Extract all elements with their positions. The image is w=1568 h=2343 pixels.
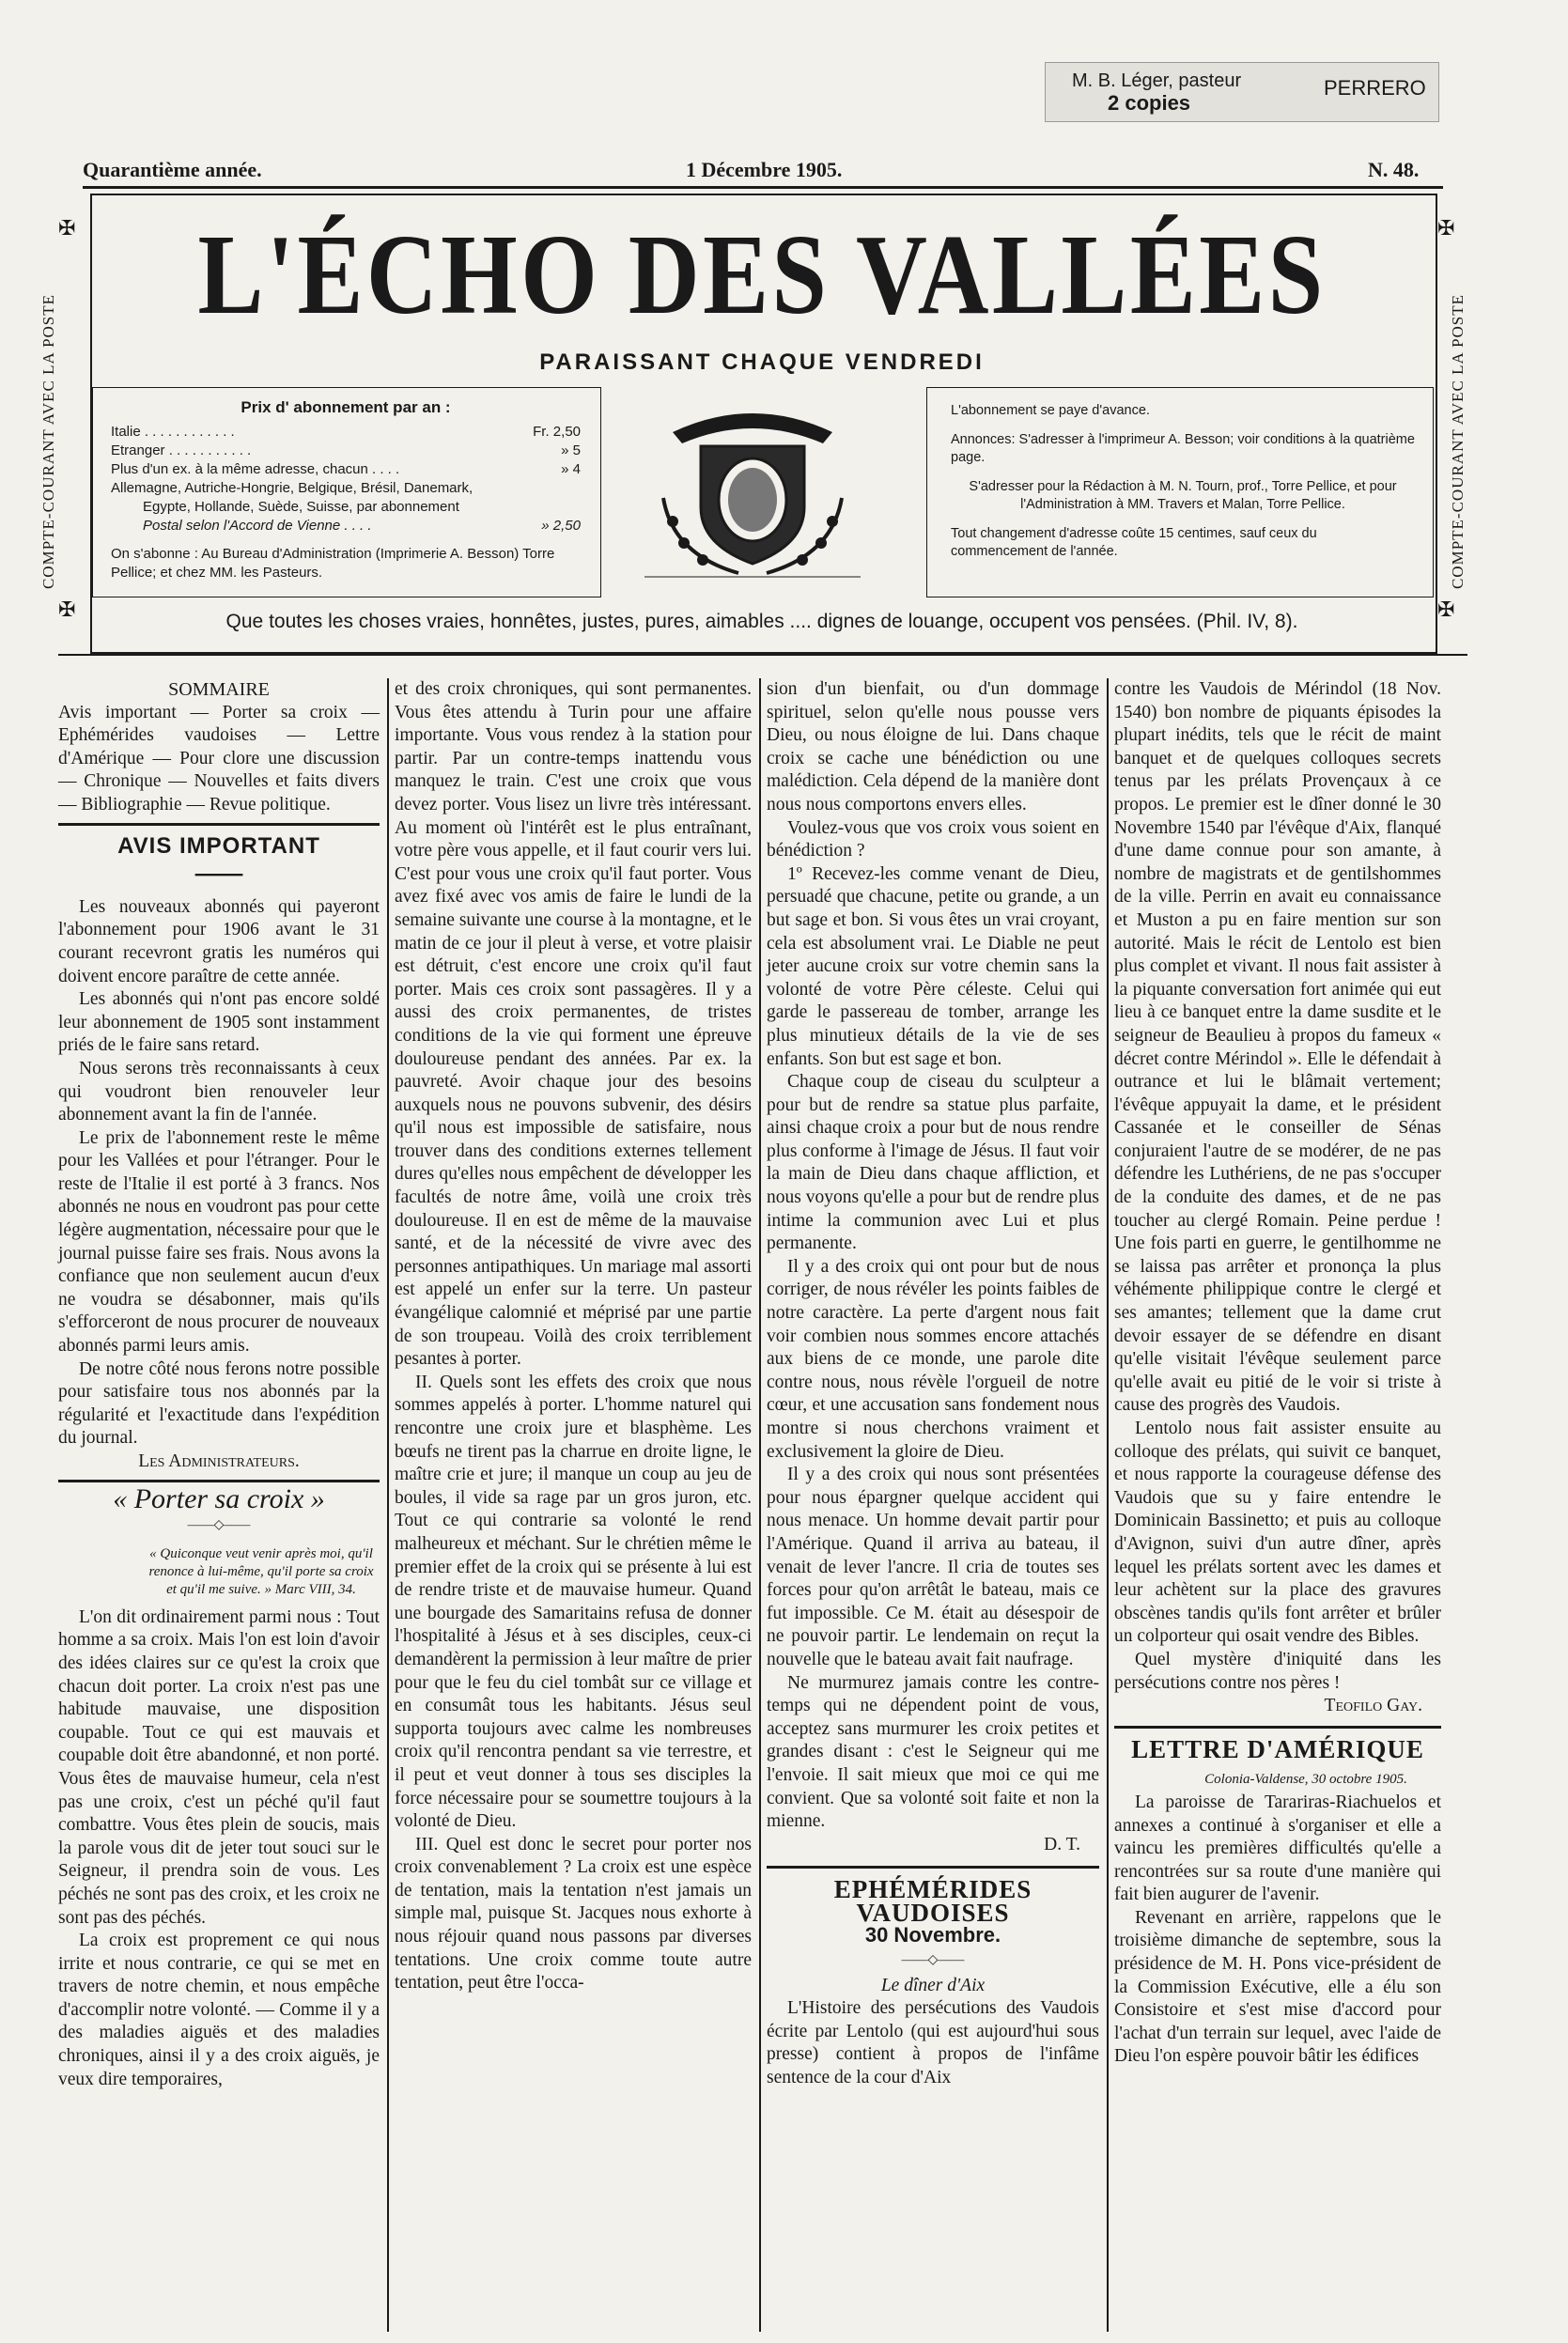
- volume-year: Quarantième année.: [83, 158, 262, 181]
- croix-paragraph: sion d'un bienfait, ou d'un dommage spirituel, selon qu'elle nous pousse vers Dieu, ou nous éloigne de lui. Dans chaque croix se cache une bénédiction ou une malédiction. Cela dépend de la manière dont nous nous comportons envers elles.: [767, 679, 1099, 815]
- croix-paragraph: II. Quels sont les effets des croix que nous sommes appelés à porter. L'homme naturel qui rencontre une croix jure et blasphème. Les bœufs ne tirent pas la charrue en droite ligne, le maître crie et jure; il manque un coup au jeu de boules, il vide sa rage par un gros juron, etc. Tout ce qui contrarie sa volonté le rend malheureux et méchant. Sur le chrétien même le premier effet de la croix qui se présente à lui est de rendre triste et de mauvaise humeur. Quand une bourgade des Samaritains refusa de donner l'hospitalité à Jésus et à ses disciples, ceux-ci demandèrent la permission à leur maître de prier pour que le feu du ciel tombât sur ce village et en consumât tous les habitants. Jésus seul supporta toujours avec calme les nombreuses croix qu'il rencontra pendant sa vie terrestre, et il peut et veut donner à tous ses disciples la force nécessaire pour se soumettre toujours à la volonté de Dieu.: [395, 1372, 752, 1832]
- avis-title: AVIS IMPORTANT: [117, 832, 320, 859]
- side-text-right: COMPTE-COURANT AVEC LA POSTE: [1449, 293, 1467, 590]
- column-1: [58, 678, 380, 2091]
- divider-ornament-icon: ━━━━━━: [194, 869, 243, 884]
- croix-signature: D. T.: [1044, 1834, 1080, 1854]
- ephemerides-date: 30 Novembre.: [864, 1923, 1001, 1947]
- column-separator: [759, 678, 761, 2332]
- notices-content: [951, 402, 1415, 561]
- ornament-bottom-left-icon: ✠: [58, 597, 76, 621]
- column-separator: [1107, 678, 1109, 2332]
- croix-paragraph: La croix est proprement ce qui nous irrite et nous contrarie, ce qui se met en travers de notre chemin, et nous empêche d'accomplir notre volonté. — Comme il y a des maladies aiguës et des maladies chroniques, ainsi il y a des croix aiguës, je veux dire temporaires,: [58, 1931, 380, 2089]
- stamp-place: PERRERO: [1324, 76, 1426, 100]
- masthead-motto: Que toutes les choses vraies, honnêtes, justes, pures, aimables .... dignes de louange, occupent vos pensées. (Phil. IV, 8).: [225, 611, 1298, 632]
- croix-paragraph: et des croix chroniques, qui sont permanentes. Vous êtes attendu à Turin pour une affaire importante. Vous vous rendez à la station pour partir. Par un contre-temps inattendu vous manquez le train. C'est une croix que vous devez porter. Vous lisez un livre très intéressant. Au moment où l'intérêt est le plus entraînant, votre père vous appelle, et il faut courir vers lui. C'est pour vous une croix qu'il faut porter. Vous avez fixé avec vos amis de faire le lundi de la semaine suivante une course à la montagne, et le matin de ce jour il pleut à verse, et votre plaisir est détruit, c'est encore une croix qu'il faut porter. Mais ces croix sont passagères. Il y a aussi des croix permanentes, de tristes conditions de la vie qui forment une épreuve douloureuse pendant des années. Par ex. la pauvreté. Avoir chaque jour des besoins auxquels nous ne pouvons subvenir, des désirs qu'il nous est impossible de satisfaire, nous trouver dans des conditions externes tellement dures qu'elles nous empêchent de développer les facultés de notre âme, voilà une croix très douloureuse. Il en est de même de la mauvaise santé, et de la nécessité de vivre avec des personnes antipathiques. Un mariage mal assorti est appelé un enfer sur la terre. Un pasteur évangélique calomnié et méprisé par une partie de son troupeau. Voilà des croix terriblement pesantes à porter.: [395, 679, 752, 1370]
- address-stamp: [1045, 62, 1439, 122]
- lettre-paragraph: Revenant en arrière, rappelons que le troisième dimanche de septembre, sous la présidence de M. H. Pons vice-président de la Commission Exécutive, elle a élu son Consistoire et s'est mise d'accord pour l'achat d'un terrain sur lequel, avec l'aide de Dieu l'on espère pouvoir bâtir les édifices: [1114, 1907, 1441, 2067]
- subscription-heading: Prix d' abonnement par an :: [241, 398, 451, 416]
- divider-ornament-icon: ——◇——: [901, 1953, 965, 1968]
- issue-number: N. 48.: [1368, 158, 1420, 181]
- side-text-left: COMPTE-COURANT AVEC LA POSTE: [39, 293, 57, 590]
- section-rule: [58, 823, 380, 826]
- croix-paragraph: Il y a des croix qui nous sont présentées pour nous épargner quelque accident qui nous menace. Un homme devait partir pour l'Amérique. Quand il arriva au bateau, il venait de lever l'ancre. Il cria de toutes ses forces pour qu'on arrêtât le bateau, mais ce fut impossible. Ce M. était au désespoir de ne pouvoir partir. Le lendemain on reçut la nouvelle que le bateau avait fait naufrage.: [767, 1465, 1099, 1669]
- subscription-row: Allemagne, Autriche-Hongrie, Belgique, Brésil, Danemark,: [111, 480, 474, 496]
- waldensian-emblem-icon: [635, 395, 870, 582]
- divider-ornament-icon: ——◇——: [187, 1518, 251, 1533]
- subscription-row: Italie . . . . . . . . . . . . Fr. 2,50: [111, 424, 581, 440]
- croix-paragraph: L'on dit ordinairement parmi nous : Tout homme a sa croix. Mais l'on est loin d'avoir des idées claires sur ce qu'est la croix que chacun doit porter. La croix n'est pas une habitude mauvaise, une disposition coupable. Tout ce qui est mauvais et coupable doit être abandonné, et non porté. Vous êtes de mauvaise humeur, cela n'est pas une croix, c'est un péché qu'il faut combattre. Vous êtes plein de soucis, mais la parole vous dit de jeter tout souci sur le Seigneur, il prendra soin de vous. Les péchés ne sont pas des croix, et les croix ne sont pas des péchés.: [58, 1606, 380, 1928]
- notice-item: S'adresser pour la Rédaction à M. N. Tourn, prof., Torre Pellice, et pour l'Administration à MM. Travers et Malan, Torre Pellice.: [969, 479, 1397, 512]
- stamp-recipient: M. B. Léger, pasteur: [1072, 70, 1242, 91]
- subscription-content: [111, 398, 581, 582]
- ephemerides-paragraph: Lentolo nous fait assister ensuite au colloque des prélats, qui suivit ce banquet, et nous rapporte la courageuse défense des Vaudois que su y faire entendre le Dominicain Bassinetto; et puis au colloque d'Avignon, suivi d'un autre dîner, après lequel les prélats sortent avec les dames et leur achètent sur la place des gravures obscènes tandis qu'ils font arrêter et brûler un colporteur qui osait vendre des Bibles.: [1114, 1419, 1441, 1647]
- top-rule: [83, 186, 1443, 189]
- avis-paragraph: Le prix de l'abonnement reste le même pour les Vallées et pour l'étranger. Pour le reste de l'Italie il est porté à 3 francs. Nos abonnés ne nous en voudront pas pour cette légère augmentation, nécessaire pour que le journal puisse faire ses frais. Nous avons la confiance que non seulement aucun d'eux ne voudra se désabonner, mais qu'ils s'efforceront de nous procurer de nouveaux abonnés parmi leurs amis.: [58, 1127, 380, 1357]
- croix-paragraph: III. Quel est donc le secret pour porter nos croix convenablement ? La croix est une espèce de tentation, mais la tentation n'est jamais un simple mal, puisque St. Jacques nous exhorte à nous réjouir quand nous passons par diverses tentations. Une croix comme toute autre tentation, peut être l'occa-: [395, 1834, 752, 1994]
- croix-paragraph: Il y a des croix qui ont pour but de nous corriger, de nous révéler les points faibles de notre caractère. La perte d'argent nous fait voir combien nous sommes encore attachés aux biens de ce monde, une parole dite contre nous, nous révèle l'orgueil de notre cœur, et une accusation sans fondement nous montre si nous cherchons vraiment et exclusivement la gloire de Dieu.: [767, 1256, 1099, 1462]
- notice-item: Annonces: S'adresser à l'imprimeur A. Besson; voir conditions à la quatrième page.: [951, 432, 1415, 465]
- avis-paragraph: Les nouveaux abonnés qui payeront l'abonnement pour 1906 avant le 31 courant recevront gratis les numéros qui doivent encore paraître de cette année.: [58, 896, 380, 986]
- croix-epigraph: « Quiconque veut venir après moi, qu'il renonce à lui-même, qu'il porte sa croix et qu'il me suive. » Marc VIII, 34.: [148, 1545, 374, 1597]
- subscription-row: Plus d'un ex. à la même adresse, chacun . . . . » 4: [111, 461, 581, 477]
- column-2: [395, 678, 752, 1995]
- masthead-bottom-rule: [58, 654, 1467, 656]
- sommaire-text: Avis important — Porter sa croix — Ephémérides vaudoises — Lettre d'Amérique — Pour clore une discussion — Chronique — Nouvelles et faits divers — Bibliographie — Revue politique.: [58, 702, 380, 815]
- ornament-right-icon: ✠: [1437, 216, 1455, 240]
- ornament-bottom-right-icon: ✠: [1437, 597, 1455, 621]
- croix-title: « Porter sa croix »: [113, 1482, 325, 1514]
- avis-signature: Les Administrateurs.: [138, 1451, 300, 1471]
- ephemerides-title: EPHÉMÉRIDES VAUDOISES: [833, 1875, 1032, 1927]
- lettre-title: LETTRE D'AMÉRIQUE: [1131, 1734, 1424, 1763]
- avis-paragraph: De notre côté nous ferons notre possible pour satisfaire tous nos abonnés par la régularité et l'exactitude dans l'expédition du journal.: [58, 1358, 380, 1449]
- croix-paragraph: 1º Recevez-les comme venant de Dieu, persuadé que chacune, petite ou grande, a un but sage et bon. Si vous êtes un vrai croyant, cela est absolument vrai. Le Diable ne peut jeter aucune croix sur votre chemin sans la volonté de votre Père céleste. Celui qui garde le passereau de tomber, arrange les plus minutieux détails de la vie de ses enfants. Son but est sage et bon.: [767, 863, 1099, 1069]
- column-4: [1114, 678, 1441, 2069]
- ephemerides-subtitle: Le dîner d'Aix: [880, 1975, 986, 1995]
- subscription-note: On s'abonne : Au Bureau d'Administration (Imprimerie A. Besson) Torre Pellice; et chez MM. les Pasteurs.: [111, 546, 555, 581]
- lettre-paragraph: La paroisse de Tarariras-Riachuelos et annexes a continué à s'organiser et elle a vaincu les premières difficultés qu'elle a rencontrées sur sa route d'une manière qui fait bien augurer de l'avenir.: [1114, 1792, 1441, 1905]
- sommaire-title: SOMMAIRE: [168, 679, 270, 700]
- column-3: [767, 678, 1099, 2090]
- notice-item: L'abonnement se paye d'avance.: [951, 403, 1150, 418]
- subscription-row: Etranger . . . . . . . . . . . » 5: [111, 442, 581, 458]
- croix-paragraph: Ne murmurez jamais contre les contre-temps qui ne dépendent point de vous, acceptez sans murmurer les croix petites et grandes disant : c'est le Seigneur qui me l'envoie. Il sait mieux que moi ce qui me convient. Que sa volonté soit faite et non la mienne.: [767, 1672, 1099, 1832]
- subscription-row: Postal selon l'Accord de Vienne . . . . » 2,50: [143, 518, 581, 534]
- stamp-copies: 2 copies: [1108, 91, 1191, 115]
- avis-paragraph: Nous serons très reconnaissants à ceux qui voudront bien renouveler leur abonnement avant la fin de l'année.: [58, 1058, 380, 1125]
- column-separator: [387, 678, 389, 2332]
- croix-paragraph: Chaque coup de ciseau du sculpteur a pour but de rendre sa statue plus parfaite, ainsi chaque croix a pour but de nous rendre plus conforme à l'image de Jésus. Il faut voir la main de Dieu dans chaque affliction, et nous voyons qu'elle a pour but de rendre plus intime la communion avec Lui et plus permanente.: [767, 1072, 1099, 1254]
- ornament-left-icon: ✠: [58, 216, 76, 240]
- avis-paragraph: Les abonnés qui n'ont pas encore soldé leur abonnement de 1905 sont instamment priés de le faire sans retard.: [58, 989, 380, 1056]
- ephemerides-paragraph: Quel mystère d'iniquité dans les persécutions contre nos pères !: [1114, 1649, 1441, 1693]
- section-rule: [58, 1480, 380, 1482]
- ephemerides-paragraph: contre les Vaudois de Mérindol (18 Nov. 1540) bon nombre de piquants épisodes la plupart inédits, tels que le récit de maint banquet et de quelques colloques secrets tenus par les prélats Provençaux à ce propos. Le premier est le dîner donné le 30 Novembre 1540 par l'évêque d'Aix, flanqué d'une dame connue pour son amante, à nombre de magistrats et de gentilshommes de la ville. Perrin en avait eu connaissance et Muston a pu en faire mention sur son autorité. Mais le récit de Lentolo est bien plus complet et vivant. Il nous fait assister à la piquante conversation fort animée qui eut lieu à ce banquet entre la dame susdite et le seigneur de Beaulieu à propos du fameux « décret contre Mérindol ». Elle le défendait à outrance et lui le blâmait vertement; l'évêque appuyait la dame, et le président Cassanée et le conseiller de Sénas conjuraient l'autre de se modérer, de ne pas défendre les Luthériens, de ne pas s'occuper de la conduite des dames, et de ne pas toucher au clergé Romain. Peine perdue ! Une fois parti en guerre, le gentilhomme ne se laissa pas arrêter et prononça la plus véhémente philippique contre le clergé et ses amantes; tellement que la dame crut devoir essayer de se défendre en disant qu'elle visitait l'évêque seulement parce qu'elle avait eu pitié de le voir si triste à cause des progrès des Vaudois.: [1114, 679, 1441, 1416]
- section-rule: [1114, 1726, 1441, 1729]
- issue-date: 1 Décembre 1905.: [686, 158, 843, 181]
- ephemerides-signature: Teofilo Gay.: [1324, 1696, 1422, 1716]
- notice-item: Tout changement d'adresse coûte 15 centimes, sauf ceux du commencement de l'année.: [951, 526, 1317, 559]
- ephemerides-paragraph: L'Histoire des persécutions des Vaudois écrite par Lentolo (qui est aujourd'hui sous presse) contient à propos de l'infâme sentence de la cour d'Aix: [767, 1998, 1099, 2088]
- croix-paragraph: Voulez-vous que vos croix vous soient en bénédiction ?: [767, 817, 1099, 861]
- section-rule: [767, 1866, 1099, 1869]
- subscription-row: Egypte, Hollande, Suède, Suisse, par abonnement: [143, 499, 459, 515]
- newspaper-subtitle: PARAISSANT CHAQUE VENDREDI: [539, 349, 985, 375]
- newspaper-title: L'ÉCHO DES VALLÉES: [197, 211, 1327, 338]
- lettre-dateline: Colonia-Valdense, 30 octobre 1905.: [1204, 1772, 1407, 1788]
